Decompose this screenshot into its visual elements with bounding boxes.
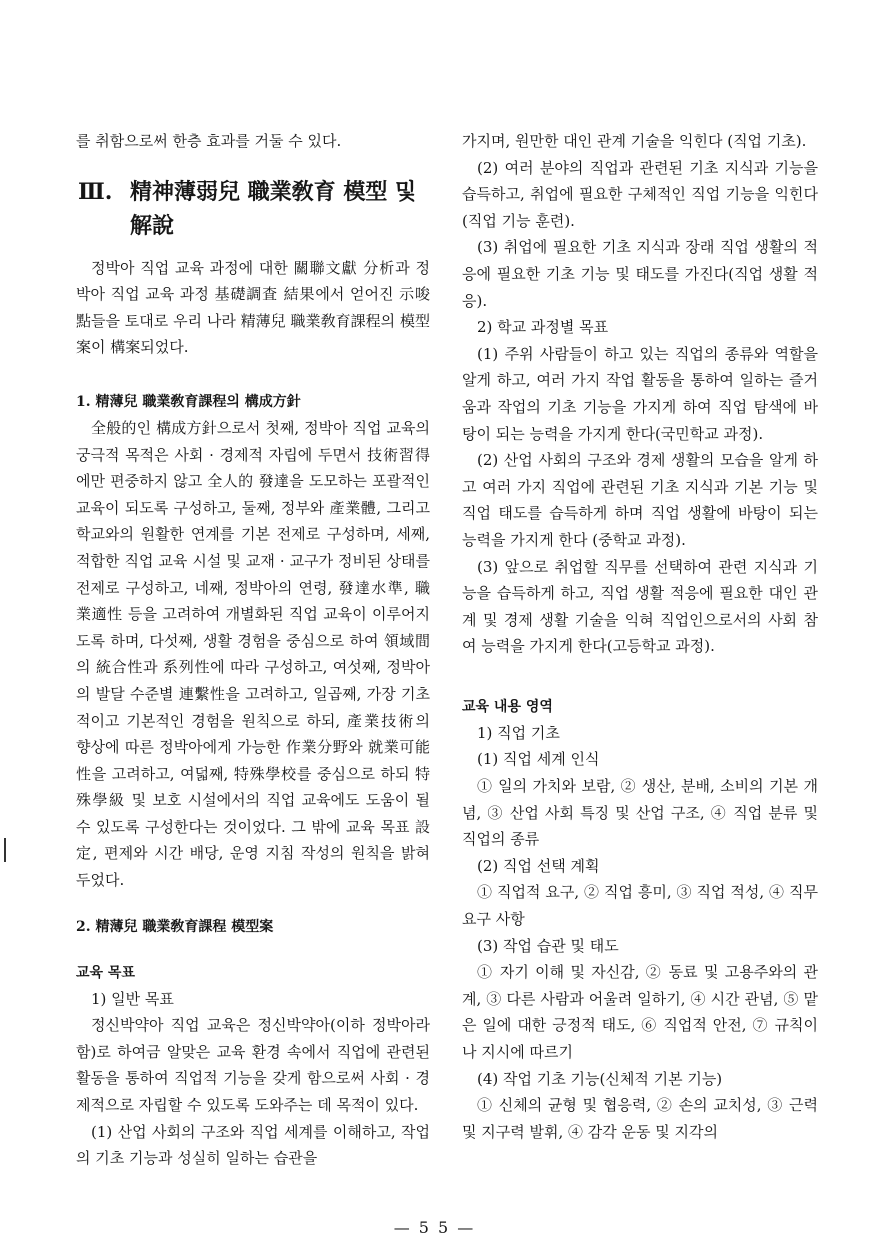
content-3-heading: (3) 작업 습관 및 태도: [477, 936, 619, 955]
content-4-heading: (4) 작업 기초 기능(신체적 기본 기능): [477, 1069, 723, 1088]
content-2-heading: (2) 직업 선택 계획: [477, 856, 600, 875]
content-1-body: ① 일의 가치와 보람, ② 생산, 분배, 소비의 기본 개념, ③ 산업 사회 특징 및 산업 구조, ④ 직업 분류 및 직업의 종류: [462, 777, 818, 849]
margin-mark: [4, 838, 6, 862]
content-2-body: ① 직업적 요구, ② 직업 흥미, ③ 직업 적성, ④ 직무 요구 사항: [462, 883, 818, 929]
vocational-basics-heading: 1) 직업 기초: [477, 723, 560, 742]
school-goal-3: (3) 앞으로 취업할 직무를 선택하여 관련 지식과 기능을 습득하게 하고, 직업 생활 적응에 필요한 대인 관계 및 경제 생활 기술을 익혀 직업인으로서의 사회 참여 능력을 가지게 한다(고등학교 과정).: [462, 557, 818, 656]
content-4-body: ① 신체의 균형 및 협응력, ② 손의 교치성, ③ 근력 및 지구력 발휘, ④ 감각 운동 및 지각의: [462, 1096, 818, 1141]
content-1-heading: (1) 직업 세계 인식: [477, 750, 600, 769]
content-3-body: ① 자기 이해 및 자신감, ② 동료 및 고용주와의 관계, ③ 다른 사람과 어울려 일하기, ④ 시간 관념, ⑤ 맡은 일에 대한 긍정적 태도, ⑥ 직업적 안전, ⑦ 규칙이나 지시에 따르기: [462, 963, 818, 1061]
section-1-heading: 1. 精薄兒 職業敎育課程의 構成方針: [76, 393, 301, 410]
goal-item-3: (3) 취업에 필요한 기초 지식과 장래 직업 생활의 적응에 필요한 기초 기능 및 태도를 가진다(직업 생활 적응).: [462, 238, 818, 310]
page-number: — 5 5 —: [393, 1218, 476, 1237]
section-2-heading: 2. 精薄兒 職業敎育課程 模型案: [76, 918, 274, 935]
general-goal-paragraph: 정신박약아 직업 교육은 정신박약아(이하 정박아라 함)로 하여금 알맞은 교육 환경 속에서 직업에 관련된 활동을 통하여 직업적 기능을 갖게 함으로써 사회 · 경제적으로 자립할 수 있도록 도와주는 데 목적이 있다.: [76, 1016, 430, 1115]
goal-item-1-start: (1) 산업 사회의 구조와 직업 세계를 이해하고, 작업의 기초 기능과 성실히 일하는 습관을: [76, 1122, 430, 1168]
goal-item-2: (2) 여러 분야의 직업과 관련된 기초 지식과 기능을 습득하고, 취업에 필요한 구체적인 직업 기능을 익힌다 (직업 기능 훈련).: [462, 158, 818, 230]
goal-item-1-continued: 가지며, 원만한 대인 관계 기술을 익힌다 (직업 기초).: [462, 132, 807, 150]
general-goal-heading: 1) 일반 목표: [91, 989, 174, 1008]
left-column: [76, 128, 430, 1172]
chapter-number: Ⅲ.: [78, 178, 113, 205]
school-goals-heading: 2) 학교 과정별 목표: [477, 318, 609, 337]
goals-heading: 교육 목표: [76, 964, 135, 981]
intro-line: 를 취함으로써 한층 효과를 거둘 수 있다.: [76, 132, 342, 150]
chapter-heading: [76, 175, 430, 243]
school-goal-1: (1) 주위 사람들이 하고 있는 직업의 종류와 역할을 알게 하고, 여러 가지 작업 활동을 통하여 일하는 즐거움과 작업의 기초 기능을 가지게 하여 직업 탐색에 바탕이 되는 능력을 가지게 한다(국민학교 과정).: [462, 344, 818, 443]
chapter-title: 精神薄弱兒 職業敎育 模型 및 解說: [130, 178, 417, 239]
content-areas-heading: 교육 내용 영역: [462, 698, 553, 715]
chapter-paragraph: 정박아 직업 교육 과정에 대한 關聯文獻 分析과 정박아 직업 교육 과정 基礎調査 結果에서 얻어진 示唆點들을 토대로 우리 나라 精薄兒 職業敎育課程의 模型案이 構案되었다.: [76, 258, 430, 357]
right-column: [462, 128, 818, 1145]
section-1-paragraph: 全般的인 構成方針으로서 첫째, 정박아 직업 교육의 궁극적 목적은 사회 · 경제적 자립에 두면서 技術習得에만 편중하지 않고 全人的 發達을 도모하는 포괄적인 교육이 되도록 구성하고, 둘째, 정부와 產業體, 그리고 학교와의 원활한 연계를 기본 전제로 구성하며, 세째, 적합한 직업 교육 시설 및 교재 · 교구가 정비된 상태를 전제로 구성하고, 네째, 정박아의 연령, 發達水準, 職業適性 등을 고려하여 개별화된 직업 교육이 이루어지도록 하며, 다섯째, 생활 경험을 중심으로 하여 領域間의 統合性과 系列性에 따라 구성하고, 여섯째, 정박아의 발달 수준별 連繫性을 고려하고, 일곱째, 가장 기초적이고 기본적인 경험을 원칙으로 하되, 產業技術의 향상에 따른 정박아에게 가능한 作業分野와 就業可能性을 고려하고, 여덟째, 特殊學校를 중심으로 하되 特殊學級 및 보호 시설에서의 직업 교육에도 도움이 될 수 있도록 구성한다는 것이었다. 그 밖에 교육 목표 設定, 편제와 시간 배당, 운영 지침 작성의 원칙을 밝혀 두었다.: [76, 418, 430, 890]
school-goal-2: (2) 산업 사회의 구조와 경제 생활의 모습을 알게 하고 여러 가지 직업에 관련된 기초 지식과 기본 기능 및 직업 태도를 습득하게 하며 직업 생활에 바탕이 되는 능력을 가지게 한다 (중학교 과정).: [462, 451, 818, 549]
